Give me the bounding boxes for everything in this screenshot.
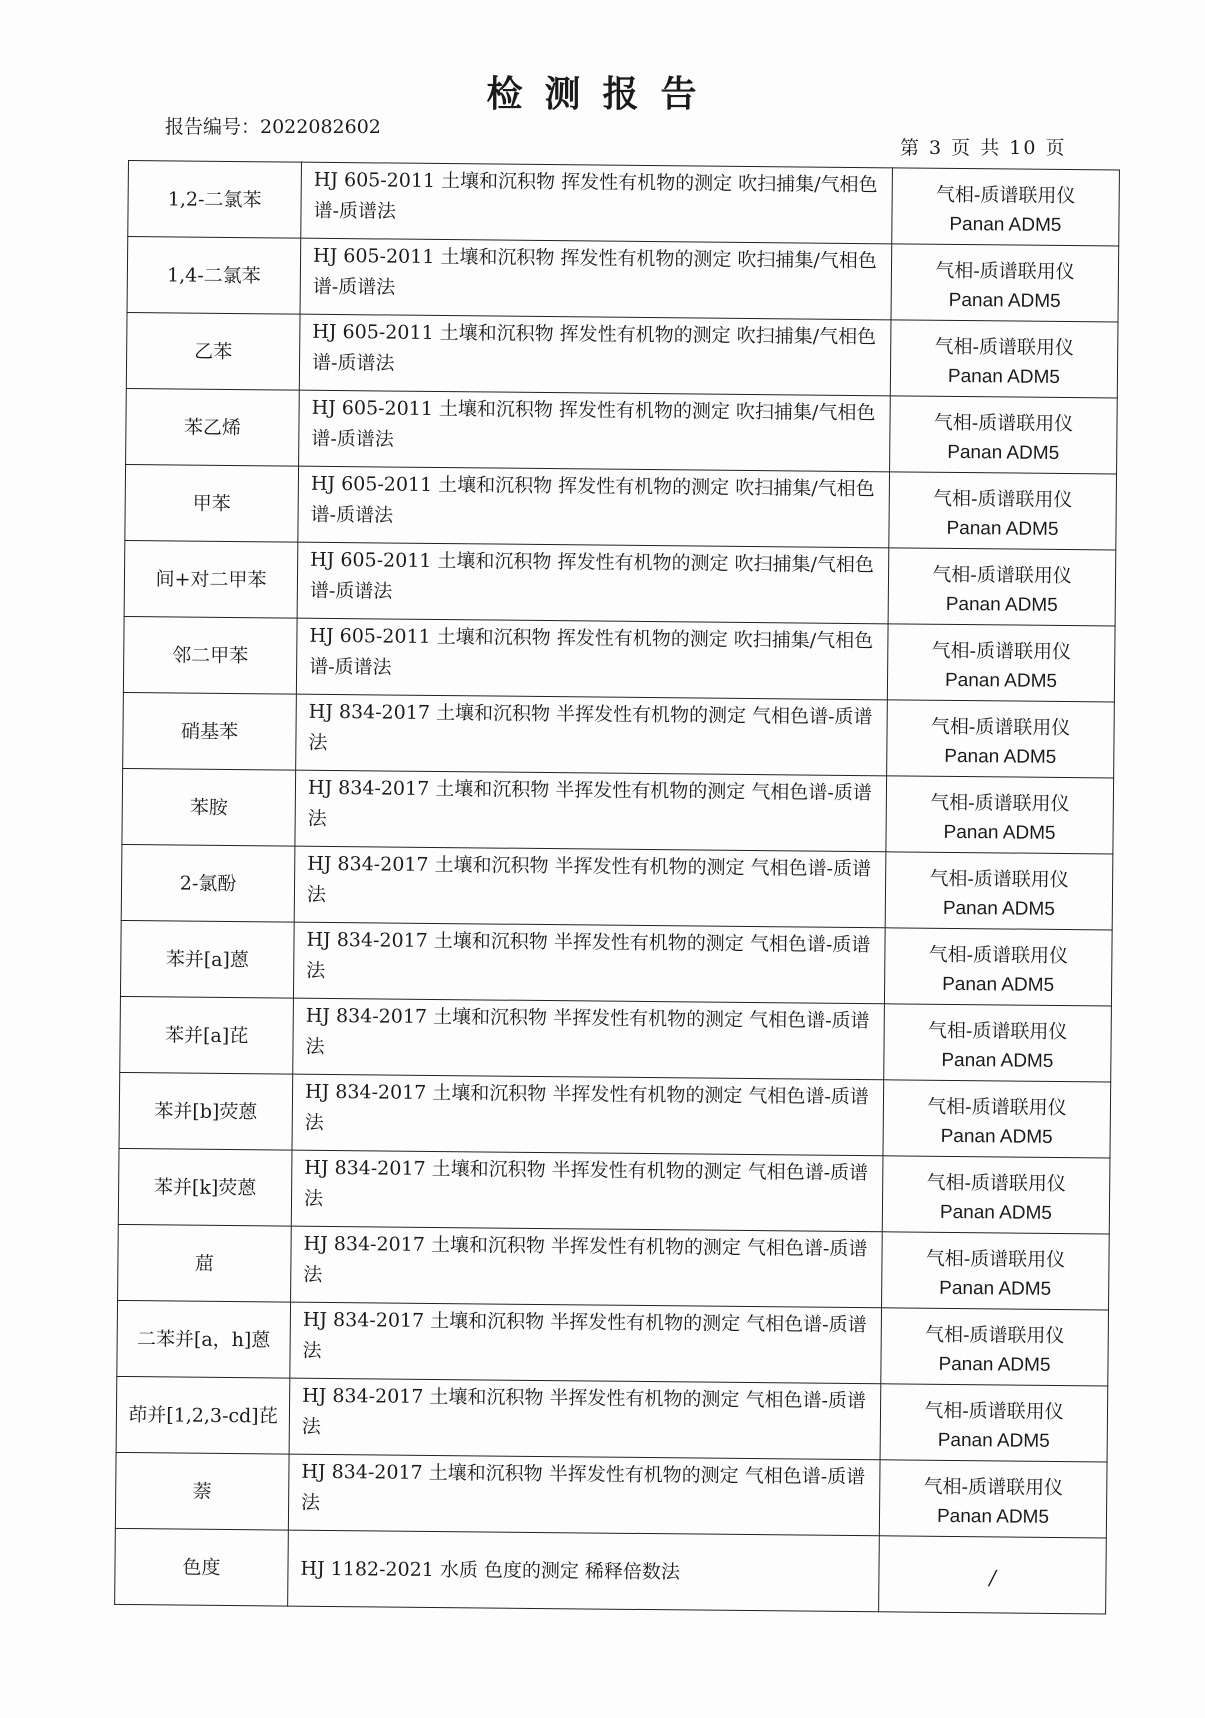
method-cell: HJ 605-2011 土壤和沉积物 挥发性有机物的测定 吹扫捕集/气相色谱-质谱法 [297,542,889,624]
method-cell: HJ 1182-2021 水质 色度的测定 稀释倍数法 [288,1530,880,1612]
method-cell: HJ 605-2011 土壤和沉积物 挥发性有机物的测定 吹扫捕集/气相色谱-质谱法 [300,238,892,320]
instrument-model: Panan ADM5 [939,1277,1052,1300]
item-cell: 苯并[k]荧蒽 [118,1148,292,1226]
instrument-cell [885,852,1113,930]
instrument-model: Panan ADM5 [945,593,1058,616]
instrument-model: Panan ADM5 [949,213,1062,236]
instrument-cell [882,1232,1110,1310]
method-cell: HJ 605-2011 土壤和沉积物 挥发性有机物的测定 吹扫捕集/气相色谱-质谱法 [301,162,893,244]
instrument-name: 气相-质谱联用仪 [932,563,1072,587]
instrument-cell [879,1460,1107,1538]
method-cell: HJ 834-2017 土壤和沉积物 半挥发性有机物的测定 气相色谱-质谱法 [296,694,888,776]
table-row [120,996,1112,1082]
table-row [118,1148,1110,1234]
item-cell: 间+对二甲苯 [124,540,298,618]
table-row [118,1224,1110,1310]
method-cell: HJ 834-2017 土壤和沉积物 半挥发性有机物的测定 气相色谱-质谱法 [289,1378,881,1460]
methods-table [114,160,1120,1614]
item-cell: 1,2-二氯苯 [128,161,302,239]
instrument-model: Panan ADM5 [936,1505,1050,1528]
instrument-name: 气相-质谱联用仪 [935,259,1075,283]
table-row [119,1072,1111,1158]
method-cell: HJ 834-2017 土壤和沉积物 半挥发性有机物的测定 气相色谱-质谱法 [290,1302,882,1384]
item-cell: 苯乙烯 [126,388,300,466]
instrument-model: Panan ADM5 [944,669,1058,692]
item-cell: 茚并[1,2,3-cd]芘 [116,1376,290,1454]
instrument-cell [887,700,1115,778]
instrument-name: 气相-质谱联用仪 [928,943,1069,967]
item-cell: 䓛 [118,1224,292,1302]
instrument-cell [884,1004,1112,1082]
table-row [115,1452,1107,1538]
item-cell: 苯胺 [122,768,296,846]
instrument-name: 气相-质谱联用仪 [932,487,1073,511]
item-cell: 1,4-二氯苯 [127,237,301,315]
instrument-name: 气相-质谱联用仪 [927,1019,1068,1043]
item-cell: 乙苯 [126,312,300,390]
instrument-model: Panan ADM5 [944,745,1057,768]
table-row [123,692,1115,778]
item-cell: 苯并[a]蒽 [120,920,294,998]
item-cell: 硝基苯 [123,692,297,770]
instrument-cell [890,320,1118,398]
method-cell: HJ 834-2017 土壤和沉积物 半挥发性有机物的测定 气相色谱-质谱法 [291,1226,883,1308]
instrument-name: 气相-质谱联用仪 [924,1323,1065,1347]
method-cell: HJ 834-2017 土壤和沉积物 半挥发性有机物的测定 气相色谱-质谱法 [292,1074,884,1156]
instrument-model: Panan ADM5 [938,1353,1051,1376]
item-cell: 甲苯 [125,464,299,542]
method-cell: HJ 834-2017 土壤和沉积物 半挥发性有机物的测定 气相色谱-质谱法 [291,1150,883,1232]
instrument-cell [891,244,1119,322]
table-row [116,1376,1108,1462]
table-row [126,388,1118,474]
instrument-cell [879,1536,1107,1614]
report-number: 报告编号：2022082602 [165,116,381,138]
instrument-cell [880,1384,1108,1462]
table-row [127,237,1119,323]
method-cell: HJ 605-2011 土壤和沉积物 挥发性有机物的测定 吹扫捕集/气相色谱-质谱法 [298,466,890,548]
page-title: 检测报告 [486,74,719,115]
instrument-model: Panan ADM5 [942,973,1055,996]
method-cell: HJ 605-2011 土壤和沉积物 挥发性有机物的测定 吹扫捕集/气相色谱-质谱法 [299,390,891,472]
item-cell: 苯并[b]荧蒽 [119,1072,293,1150]
table-row [124,540,1116,626]
table-row [121,844,1113,930]
instrument-name: 气相-质谱联用仪 [930,715,1071,739]
table-row [120,920,1112,1006]
table-row [117,1300,1109,1386]
methods-table-body [115,161,1120,1614]
instrument-name: 气相-质谱联用仪 [930,791,1070,815]
instrument-cell [887,624,1115,702]
table-row [126,312,1118,398]
instrument-model: Panan ADM5 [940,1125,1053,1148]
method-cell: HJ 834-2017 土壤和沉积物 半挥发性有机物的测定 气相色谱-质谱法 [293,998,885,1080]
item-cell: 苯并[a]芘 [120,996,294,1074]
instrument-model: Panan ADM5 [937,1429,1050,1452]
instrument-name: 气相-质谱联用仪 [929,867,1069,891]
table-row [128,161,1120,247]
instrument-cell [889,472,1117,550]
table-row [122,768,1114,854]
instrument-cell [892,168,1120,246]
instrument-model: Panan ADM5 [947,365,1061,388]
instrument-name: 气相-质谱联用仪 [935,183,1076,207]
instrument-name: 气相-质谱联用仪 [931,639,1072,663]
instrument-model: Panan ADM5 [942,897,1055,920]
instrument-cell [886,776,1114,854]
item-cell: 二苯并[a，h]蒽 [117,1300,291,1378]
instrument-name: 气相-质谱联用仪 [927,1095,1067,1119]
instrument-model: Panan ADM5 [939,1201,1053,1224]
instrument-cell [883,1080,1111,1158]
method-cell: HJ 605-2011 土壤和沉积物 挥发性有机物的测定 吹扫捕集/气相色谱-质谱法 [296,618,888,700]
table-row [123,616,1115,702]
instrument-name: 气相-质谱联用仪 [924,1399,1064,1423]
instrument-name: 气相-质谱联用仪 [934,335,1075,359]
page-number: 第 3 页 共 10 页 [900,137,1067,159]
instrument-model: Panan ADM5 [943,821,1056,844]
instrument-cell [882,1156,1110,1234]
instrument-name: 气相-质谱联用仪 [925,1247,1066,1271]
method-cell: HJ 834-2017 土壤和沉积物 半挥发性有机物的测定 气相色谱-质谱法 [293,922,885,1004]
instrument-cell [884,928,1112,1006]
instrument-name: 气相-质谱联用仪 [926,1171,1067,1195]
table-row [125,464,1117,550]
instrument-none: / [986,1565,999,1590]
instrument-name: 气相-质谱联用仪 [933,411,1074,435]
instrument-model: Panan ADM5 [947,441,1060,464]
method-cell: HJ 605-2011 土壤和沉积物 挥发性有机物的测定 吹扫捕集/气相色谱-质谱法 [299,314,891,396]
method-cell: HJ 834-2017 土壤和沉积物 半挥发性有机物的测定 气相色谱-质谱法 [288,1454,880,1536]
instrument-model: Panan ADM5 [948,289,1061,312]
item-cell: 萘 [115,1452,289,1530]
instrument-cell [888,548,1116,626]
item-cell: 色度 [115,1528,289,1606]
method-cell: HJ 834-2017 土壤和沉积物 半挥发性有机物的测定 气相色谱-质谱法 [294,846,886,928]
item-cell: 邻二甲苯 [123,616,297,694]
instrument-cell [890,396,1118,474]
method-cell: HJ 834-2017 土壤和沉积物 半挥发性有机物的测定 气相色谱-质谱法 [295,770,887,852]
instrument-name: 气相-质谱联用仪 [923,1475,1064,1499]
methods-table-wrapper [114,160,1090,1614]
instrument-model: Panan ADM5 [946,517,1059,540]
instrument-cell [881,1308,1109,1386]
instrument-model: Panan ADM5 [941,1049,1054,1072]
table-row [115,1528,1107,1614]
item-cell: 2-氯酚 [121,844,295,922]
